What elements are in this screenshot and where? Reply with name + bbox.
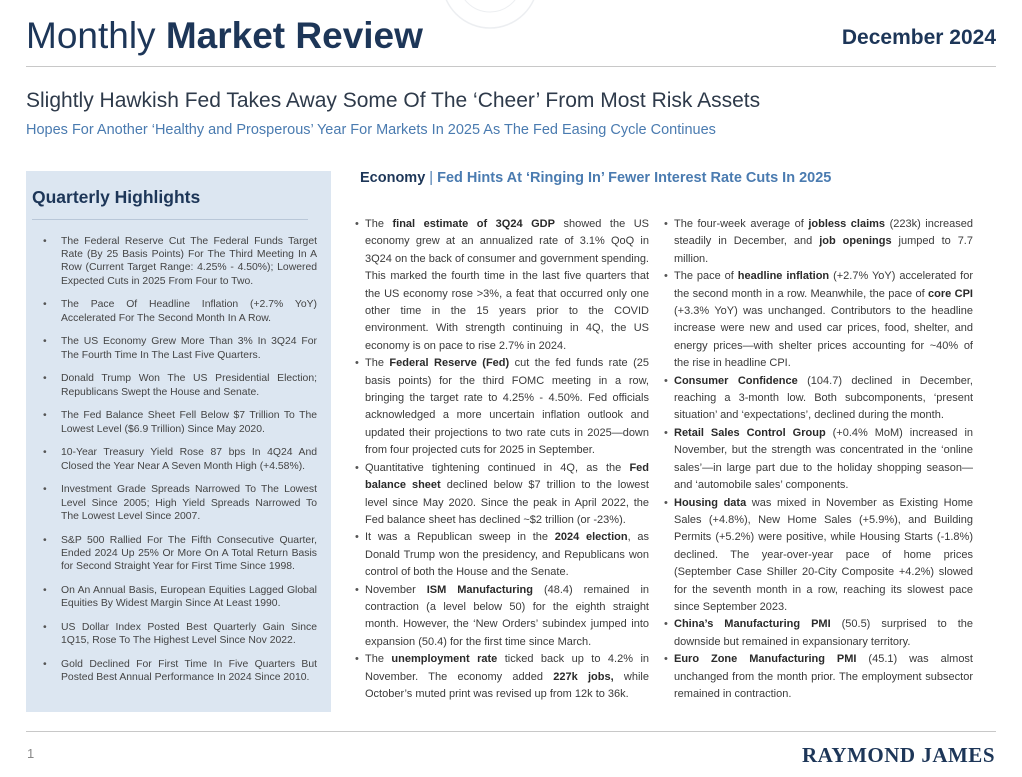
highlight-text: S&P 500 Rallied For The Fifth Consecutive Quarter, Ended 2024 Up 25% Or More On A Total Return Basis for Second Straight Year for First Time Since 1998. (61, 534, 317, 573)
economy-bullet (664, 425, 974, 495)
bullet-icon: • (664, 270, 668, 283)
bold-term: unemployment rate (391, 653, 498, 666)
bullet-icon: • (664, 426, 668, 439)
highlights-divider (32, 219, 308, 220)
body-text: (48.4) remained in contraction (a level below 50) for the eighth straight month. However, the ‘New Orders’ subindex jumped into expansion (50.4) for the first time since March. (365, 583, 650, 648)
economy-bullet (355, 216, 650, 355)
body-text: ticked back up to 4.2% in November. The economy added (365, 653, 649, 683)
body-text: (50.5) surprised to the downside but remained in expansionary territory. (674, 618, 973, 648)
bold-term: Euro Zone Manufacturing PMI (674, 653, 857, 666)
bold-term: China’s Manufacturing PMI (674, 618, 831, 631)
bullet-icon: • (43, 658, 47, 670)
bullet-icon: • (43, 373, 47, 385)
highlight-item (26, 372, 331, 398)
body-text: (+0.4% MoM) increased in November, but the strength was concentrated in the ‘online sales’—in large part due to the holiday shopping season—and ‘automobile sales’ components. (674, 426, 974, 492)
economy-bullet (664, 651, 973, 703)
body-text: cut the fed funds rate (25 basis points) for the third FOMC meeting in a row, bringing the target rate to 4.25% - 4.50%. Fed officials acknowledged a more uncertain inflation outlook and updated their projections to two rate cuts in 2025—down from four projected cuts for 2025 in September. (365, 357, 650, 457)
highlight-item (26, 584, 331, 610)
bullet-icon: • (664, 374, 668, 387)
bullet-icon: • (664, 653, 668, 666)
body-text: while October’s muted print was revised up from 12k to 36k. (365, 670, 649, 700)
highlight-item (26, 298, 331, 324)
bullet-icon: • (43, 236, 47, 247)
bold-term: 227k jobs, (553, 670, 614, 683)
section-separator: | (425, 170, 438, 186)
report-header (26, 14, 996, 66)
body-text: was mixed in November as Existing Home Sales (+4.8%), New Home Sales (+5.9%), and Building Permits (+5.2%) were positive, while Housing Starts (-1.8%) declined. The year-over-year pace of home prices (September Case Shiller 20-City Composite +4.2%) slowed for the seventh month in a row, reaching its slowest pace since September 2023. (674, 496, 973, 613)
highlight-item (26, 483, 331, 523)
highlight-item (26, 658, 331, 684)
bullet-icon: • (355, 218, 359, 230)
highlight-item (26, 235, 331, 288)
economy-column-right (664, 216, 974, 703)
body-text: The (365, 218, 393, 230)
bullet-icon: • (664, 496, 668, 509)
body-text: The four-week average of (674, 218, 809, 230)
bold-term: final estimate of 3Q24 GDP (392, 218, 555, 230)
report-date: December 2024 (841, 26, 996, 49)
highlight-text: On An Annual Basis, European Equities Lagged Global Equities By Widest Margin Since At Least 1990. (61, 584, 317, 610)
report-title-bold: Market Review (165, 15, 423, 56)
economy-bullet (664, 216, 973, 268)
body-text: jumped to 7.7 million. (674, 235, 973, 265)
economy-bullet (355, 582, 650, 652)
bullet-icon: • (355, 531, 359, 544)
header-divider (26, 66, 996, 67)
highlights-list (26, 235, 331, 695)
body-text: declined below $7 trillion to the lowest level since May 2020. Since the peak in April 2022, the Fed balance sheet has declined ~$2 trillion (or -23%). (365, 479, 649, 526)
highlight-text: 10-Year Treasury Yield Rose 87 bps In 4Q24 And Closed the Year Near A Seven Month High (+4.58%). (61, 447, 317, 472)
bold-term: Federal Reserve (Fed) (389, 357, 510, 370)
bold-term: 2024 election (554, 531, 628, 544)
body-text: , as Donald Trump won the presidency, and Republicans won control of both the House and the Senate. (365, 531, 650, 579)
bullet-icon: • (43, 299, 47, 311)
highlight-item (26, 621, 331, 647)
economy-bullet (664, 268, 973, 372)
bold-term: core CPI (928, 287, 973, 300)
highlight-item (26, 335, 331, 361)
bullet-icon: • (43, 447, 47, 459)
body-text: November (365, 583, 427, 596)
bold-term: job openings (819, 235, 892, 248)
highlight-text: The Pace Of Headline Inflation (+2.7% YoY) Accelerated For The Second Month In A Row. (61, 299, 317, 324)
economy-column-left (355, 216, 650, 703)
bullet-icon: • (43, 484, 47, 496)
raymond-james-logo: RAYMOND JAMES (802, 743, 995, 767)
bullet-icon: • (664, 618, 668, 631)
body-text: (223k) increased steadily in December, and (674, 218, 973, 248)
economy-bullet (664, 373, 973, 425)
section-label: Economy (360, 170, 426, 186)
highlight-text: Donald Trump Won The US Presidential Election; Republicans Swept the House and Senate. (61, 373, 317, 398)
body-text: (45.1) was almost unchanged from the month prior. The employment subsector remained in contraction. (674, 653, 973, 700)
bold-term: Consumer Confidence (674, 374, 798, 387)
bold-term: ISM Manufacturing (426, 583, 533, 596)
quarterly-highlights-title: Quarterly Highlights (32, 187, 201, 207)
main-headline: Slightly Hawkish Fed Takes Away Some Of The ‘Cheer’ From Most Risk Assets (26, 89, 761, 112)
page-number: 1 (27, 746, 35, 761)
section-topic: Fed Hints At ‘Ringing In’ Fewer Interest Rate Cuts In 2025 (437, 170, 832, 186)
body-text: showed the US economy grew at an annualized rate of 3.1% QoQ in 3Q24 on the back of consumer and government spending. This marked the fourth time in the last five quarters that the US economy rose >3%, a feat that occurred only one other time in the 15 years prior to the COVID environment. With strength continuing in 4Q, the US economy is on pace to rise 2.7% in 2024. (365, 218, 650, 352)
body-text: (+2.7% YoY) accelerated for the second month in a row. Meanwhile, the pace of (674, 270, 973, 300)
economy-bullet (355, 460, 649, 530)
section-heading (360, 170, 831, 186)
economy-bullet (355, 529, 650, 581)
highlight-text: US Dollar Index Posted Best Quarterly Gain Since 1Q15, Rose To The Highest Level Since Nov 2022. (61, 621, 317, 647)
footer-divider (26, 731, 996, 732)
highlight-item (26, 446, 331, 472)
bullet-icon: • (664, 218, 668, 230)
sub-headline: Hopes For Another ‘Healthy and Prosperous’ Year For Markets In 2025 As The Fed Easing Cycle Continues (26, 122, 716, 138)
body-text: (104.7) declined in December, reaching a 3-month low. Both subcomponents, ‘present situation’ and ‘expectations’, declined during the month. (674, 374, 973, 422)
body-text: The (365, 653, 392, 666)
report-title (26, 14, 423, 58)
bullet-icon: • (43, 584, 47, 596)
body-text: It was a Republican sweep in the (365, 531, 555, 544)
bullet-icon: • (355, 653, 359, 666)
report-title-light: Monthly (26, 15, 156, 56)
bold-term: Retail Sales Control Group (674, 426, 826, 439)
body-text: The pace of (674, 270, 738, 283)
highlight-text: The Fed Balance Sheet Fell Below $7 Trillion To The Lowest Level ($6.9 Trillion) Since May 2020. (61, 410, 317, 435)
bullet-icon: • (355, 357, 359, 370)
highlight-text: Investment Grade Spreads Narrowed To The Lowest Level Since 2005; High Yield Spreads Narrowed To The Lowest Level Since 2007. (61, 484, 317, 522)
bullet-icon: • (355, 583, 359, 596)
bold-term: Housing data (674, 496, 747, 509)
bullet-icon: • (43, 410, 47, 422)
highlight-item (26, 409, 331, 435)
bullet-icon: • (355, 461, 359, 474)
economy-bullet (664, 495, 973, 617)
highlight-item (26, 534, 331, 574)
body-text: The (365, 357, 390, 370)
bullet-icon: • (43, 336, 47, 348)
economy-bullet (355, 355, 650, 459)
economy-bullet (355, 651, 649, 703)
economy-bullet (664, 616, 973, 651)
body-text: (+3.3% YoY) was unchanged. Contributors to the headline increase were new and used car prices, food, shelter, and energy prices—with shelter prices accounting for ~40% of the rise in headline CPI. (674, 305, 973, 370)
body-text: Quantitative tightening continued in 4Q, as the (365, 461, 630, 474)
highlight-text: The US Economy Grew More Than 3% In 3Q24 For The Fourth Time In The Last Five Quarters. (61, 336, 317, 361)
highlight-text: The Federal Reserve Cut The Federal Funds Target Rate (By 25 Basis Points) For The Third Meeting In A Row (Current Target Range: 4.25% - 4.50%); Lowered Expected Cuts in 2025 From Four to Two. (61, 236, 317, 287)
bold-term: jobless claims (808, 218, 886, 230)
bullet-icon: • (43, 534, 47, 546)
highlight-text: Gold Declined For First Time In Five Quarters But Posted Best Annual Performance In 2024 Since 2010. (61, 658, 317, 684)
bold-term: Fed balance sheet (365, 461, 649, 492)
bold-term: headline inflation (737, 270, 830, 283)
quarterly-highlights-panel (26, 171, 331, 712)
bullet-icon: • (43, 621, 47, 633)
